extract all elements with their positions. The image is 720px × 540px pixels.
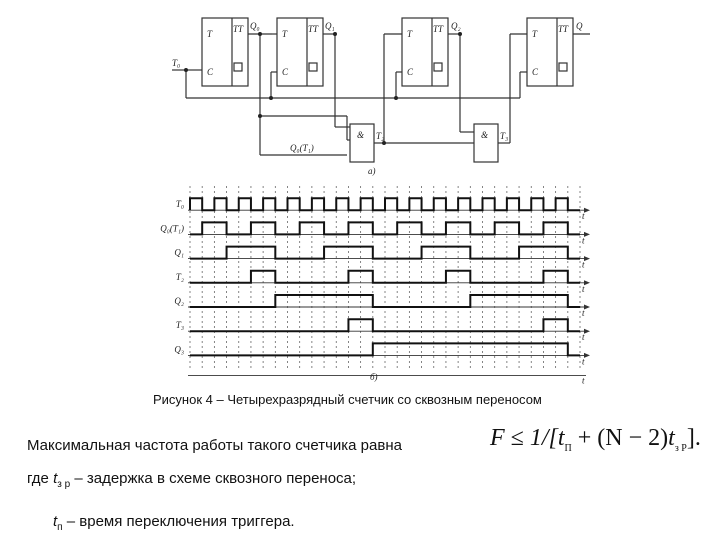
trigger-2-t-pin: T	[282, 29, 288, 39]
signal-label: Q₃	[174, 344, 184, 355]
trigger-1-label: TT	[233, 24, 244, 34]
label-t3: T₃	[500, 131, 509, 141]
trigger-3-t-pin: T	[407, 29, 413, 39]
formula-mid: + (N − 2)	[571, 425, 669, 451]
axis-arrow	[584, 280, 590, 285]
axis-t-label: t	[582, 211, 585, 222]
signal-waveform	[190, 198, 580, 210]
trigger-1-c-pin: C	[207, 67, 214, 77]
tzr-symbol: t	[53, 470, 58, 487]
figure-caption: Рисунок 4 – Четырехразрядный счетчик со сквозным переносом	[153, 392, 542, 407]
formula-left: F ≤ 1/[	[490, 425, 558, 451]
axis-t-label: t	[582, 283, 585, 294]
tp-symbol: t	[53, 513, 58, 530]
timing-diagram	[160, 186, 590, 385]
axis-t-label: t	[582, 308, 585, 318]
axis-arrow	[584, 329, 590, 334]
max-frequency-text: Максимальная частота работы такого счетчика равна	[27, 437, 402, 454]
tp-description: – время переключения триггера.	[62, 513, 295, 530]
trigger-4-t-pin: T	[532, 29, 538, 39]
axis-t-label: t	[582, 259, 585, 270]
tp-definition	[53, 513, 413, 537]
signal-waveform	[190, 343, 580, 355]
formula-tp-sub: П	[564, 442, 572, 454]
axis-t-label: t	[582, 235, 585, 246]
tzr-description: – задержка в схеме сквозного переноса;	[70, 470, 357, 487]
trigger-3-label: TT	[433, 24, 444, 34]
signal-label: T₀	[175, 199, 184, 210]
label-q3: Q	[576, 21, 583, 31]
signal-label: T₂	[175, 271, 184, 282]
part-a-label: а)	[368, 166, 376, 176]
axis-arrow	[584, 305, 590, 310]
axis-arrow	[584, 353, 590, 358]
label-q0t1: Q₀(T₁)	[290, 143, 314, 153]
trigger-1-t-pin: T	[207, 29, 213, 39]
tp-subscript: п	[57, 522, 63, 533]
trigger-2-label: TT	[308, 24, 319, 34]
tzr-definition	[27, 470, 387, 494]
axis-arrow	[584, 232, 590, 237]
signal-label: Q₁	[174, 247, 184, 258]
label-t0: T₀	[172, 58, 181, 68]
label-t2: T₂	[376, 131, 385, 141]
trigger-4-label: TT	[558, 24, 569, 34]
axis-t-label: t	[582, 356, 585, 367]
and-gate-2-label: &	[481, 130, 489, 140]
where-prefix: где	[27, 470, 54, 487]
part-b-label: б)	[370, 372, 378, 382]
formula-right: ].	[686, 425, 701, 451]
signal-label: T₃	[175, 320, 184, 331]
signal-label: Q₂	[174, 296, 184, 306]
tzr-subscript: з р	[57, 479, 71, 490]
trigger-3-c-pin: C	[407, 67, 414, 77]
signal-label: Q₀(T₁)	[160, 223, 184, 234]
formula-tz: t	[668, 425, 675, 451]
axis-arrow	[584, 208, 590, 213]
trigger-4-c-pin: C	[532, 67, 539, 77]
formula-tp: t	[557, 425, 565, 451]
trigger-2-c-pin: C	[282, 67, 289, 77]
label-q1: Q₁	[325, 21, 335, 31]
axis-t-label: t	[582, 332, 585, 343]
axis-arrow	[584, 256, 590, 261]
max-frequency-formula	[490, 425, 701, 454]
axis-t-label: t	[582, 375, 585, 386]
and-gate-1-label: &	[357, 130, 365, 140]
label-q2: Q₂	[451, 21, 461, 31]
label-q0: Q₀	[250, 21, 260, 31]
formula-tz-sub: з Р	[674, 442, 687, 454]
